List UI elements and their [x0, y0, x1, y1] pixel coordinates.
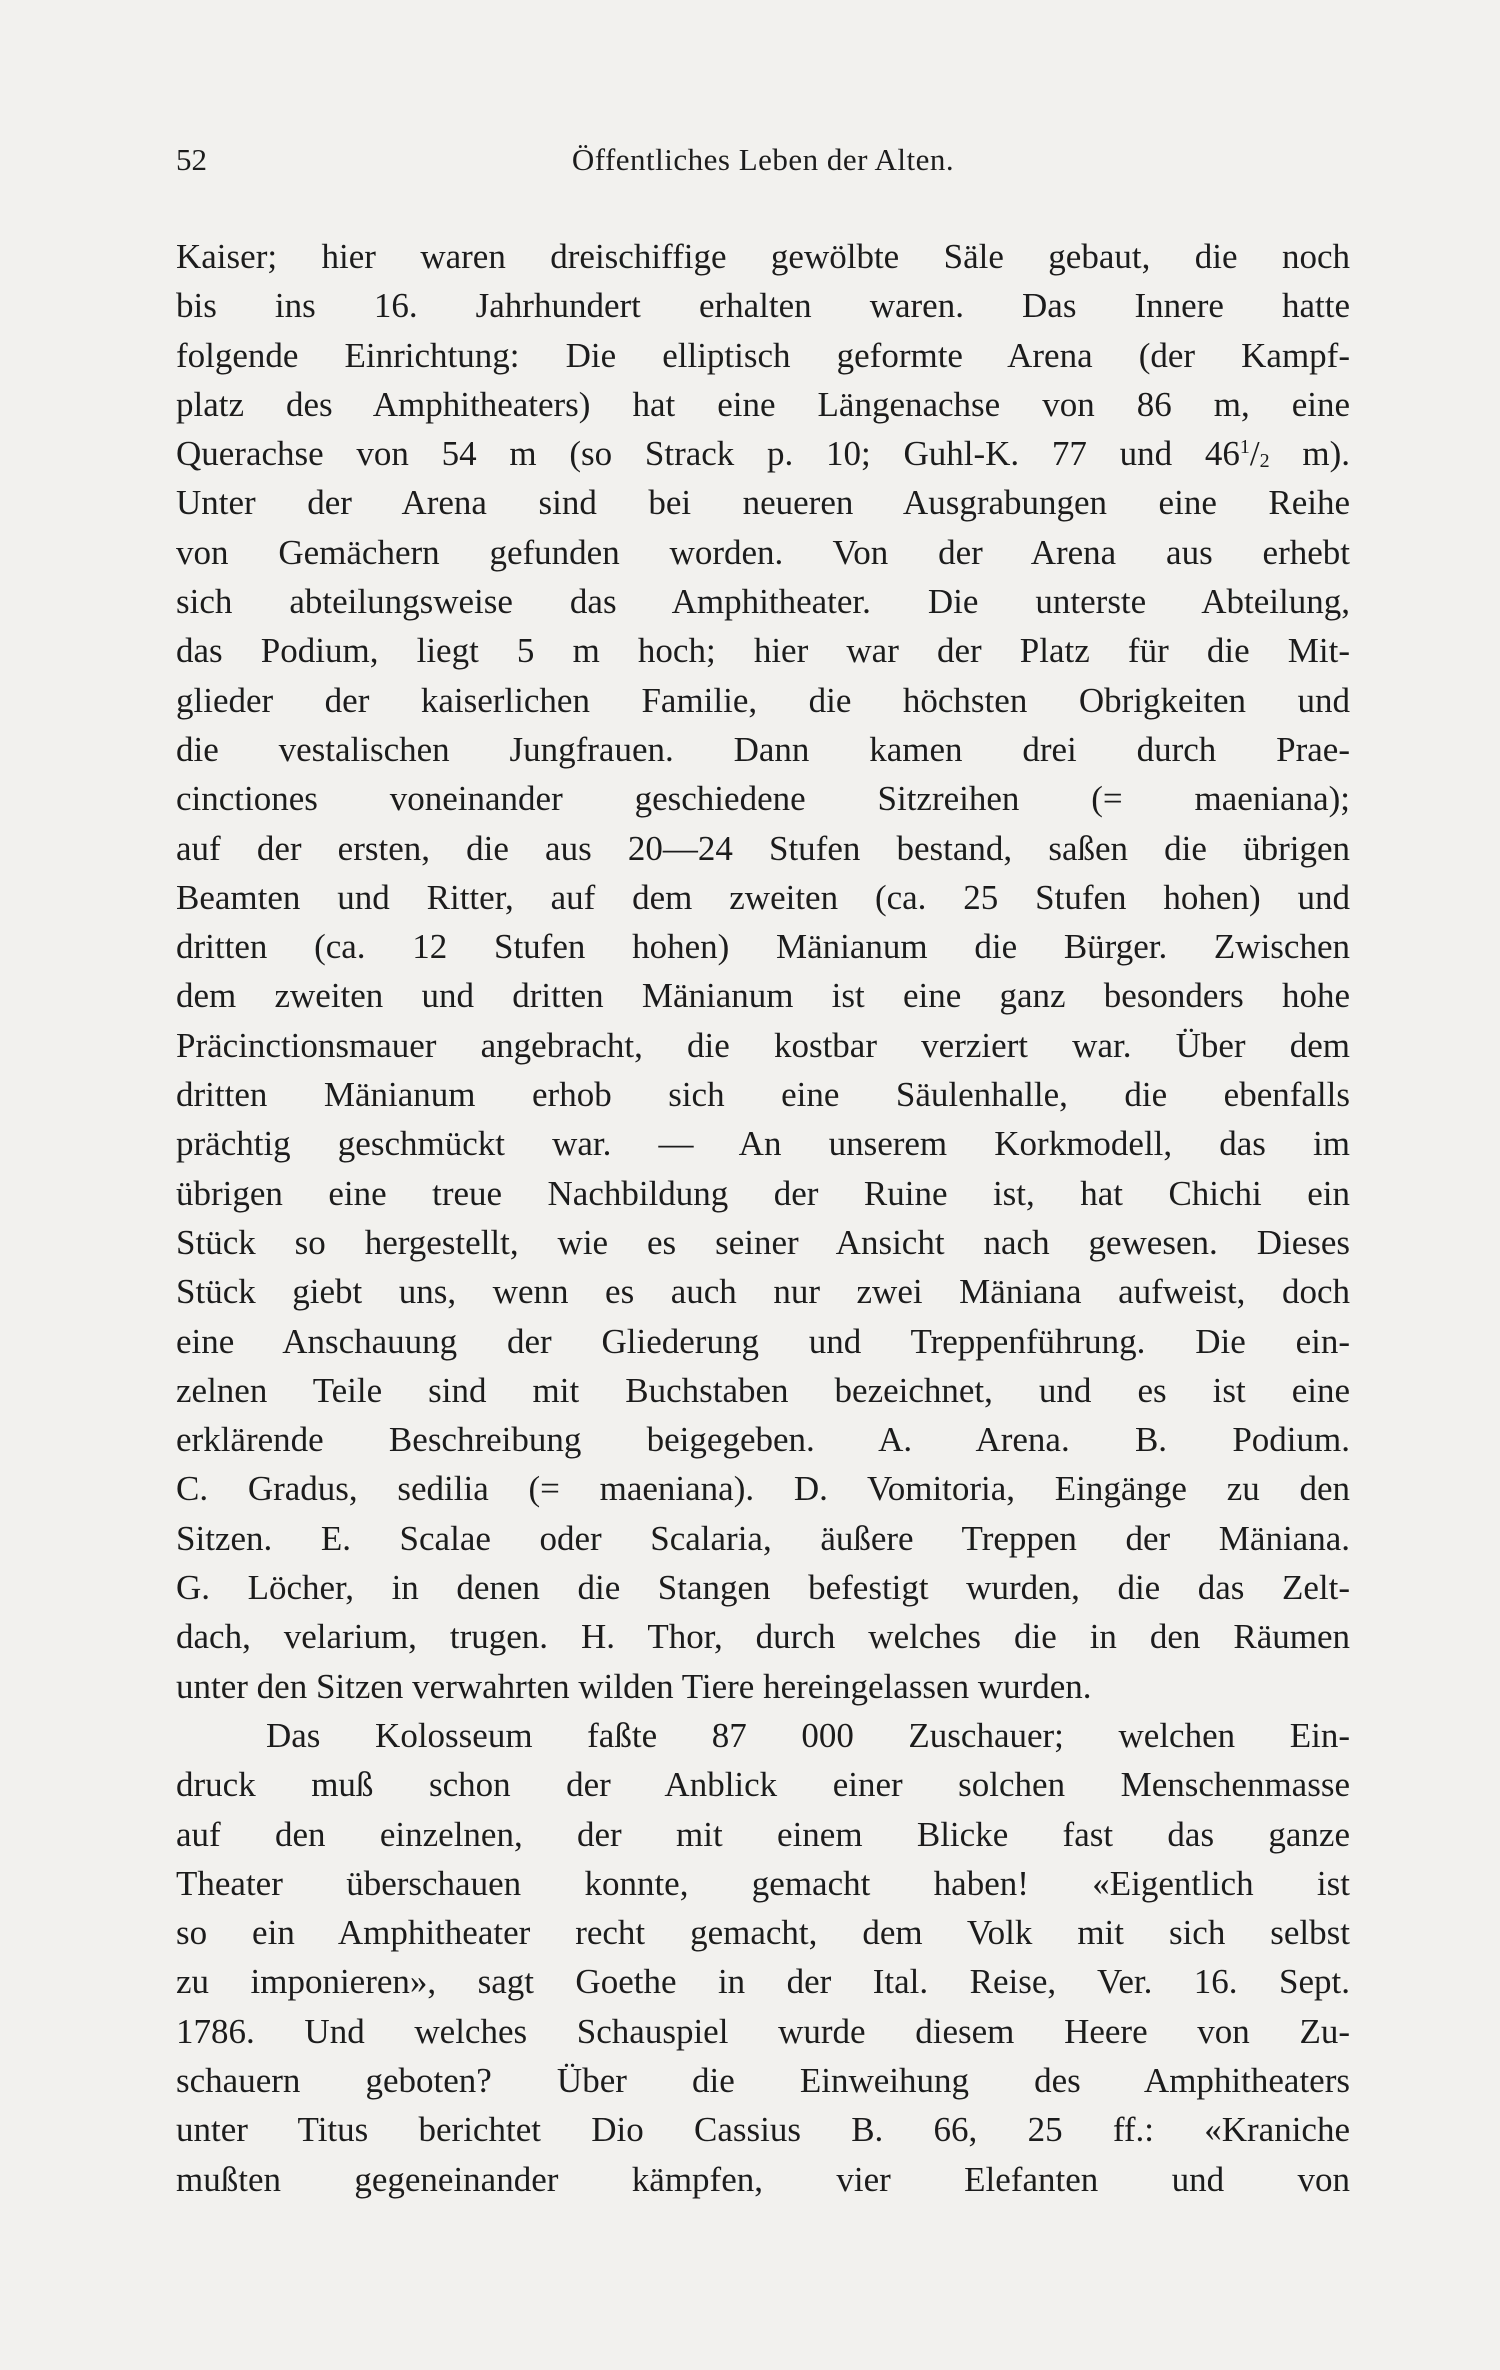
body-text — [176, 232, 1350, 2204]
text-line: schauern geboten? Über die Einweihung des Amphitheaters — [176, 2060, 1350, 2100]
text-line: Theater überschauen konnte, gemacht haben! «Eigentlich ist — [176, 1863, 1350, 1903]
text-line: Präcinctionsmauer angebracht, die kostbar verziert war. Über dem — [176, 1025, 1350, 1065]
text-line: von Gemächern gefunden worden. Von der Arena aus erhebt — [176, 532, 1350, 572]
text-line: so ein Amphitheater recht gemacht, dem Volk mit sich selbst — [176, 1913, 1350, 1953]
text-line: 1786. Und welches Schauspiel wurde diesem Heere von Zu- — [176, 2011, 1350, 2051]
text-line: mußten gegeneinander kämpfen, vier Elefanten und von — [176, 2159, 1350, 2199]
text-line: glieder der kaiserlichen Familie, die höchsten Obrigkeiten und — [176, 680, 1350, 720]
text-line: prächtig geschmückt war. — An unserem Korkmodell, das im — [176, 1124, 1350, 1164]
fraction-denominator: 2 — [1259, 450, 1270, 473]
text-line: dritten Mänianum erhob sich eine Säulenhalle, die ebenfalls — [176, 1075, 1350, 1115]
text-line: cinctiones voneinander geschiedene Sitzreihen (= maeniana); — [176, 779, 1350, 819]
text-line: G. Löcher, in denen die Stangen befestigt wurden, die das Zelt- — [176, 1568, 1350, 1608]
text-line: dritten (ca. 12 Stufen hohen) Mänianum die Bürger. Zwischen — [176, 927, 1350, 967]
running-title: Öffentliches Leben der Alten. — [571, 142, 955, 177]
page-number: 52 — [176, 142, 207, 177]
text-line: eine Anschauung der Gliederung und Treppenführung. Die ein- — [176, 1321, 1350, 1361]
text-line: zu imponieren», sagt Goethe in der Ital. Reise, Ver. 16. Sept. — [176, 1962, 1350, 2002]
text-line: erklärende Beschreibung beigegeben. A. Arena. B. Podium. — [176, 1420, 1350, 1460]
text-line: Sitzen. E. Scalae oder Scalaria, äußere Treppen der Mäniana. — [176, 1518, 1350, 1558]
paragraph-last-line: unter den Sitzen verwahrten wilden Tiere hereingelassen wurden. — [176, 1666, 1092, 1706]
text-line: die vestalischen Jungfrauen. Dann kamen drei durch Prae- — [176, 729, 1350, 769]
text-line-with-fraction: Querachse von 54 m (so Strack p. 10; Guhl-K. 77 und $46^1/_2$ m). — [176, 434, 1350, 474]
text-line-end: m). — [1269, 434, 1350, 474]
text-line: auf der ersten, die aus 20—24 Stufen bestand, saßen die übrigen — [176, 828, 1350, 868]
text-line: bis ins 16. Jahrhundert erhalten waren. Das Innere hatte — [176, 286, 1350, 326]
running-head — [176, 138, 1350, 182]
text-line: auf den einzelnen, der mit einem Blicke fast das ganze — [176, 1814, 1350, 1854]
text-line: Stück giebt uns, wenn es auch nur zwei Mäniana aufweist, doch — [176, 1272, 1350, 1312]
text-line: platz des Amphitheaters) hat eine Längenachse von 86 m, eine — [176, 384, 1350, 424]
fraction-numerator: 1 — [1239, 436, 1250, 459]
text-line: C. Gradus, sedilia (= maeniana). D. Vomitoria, Eingänge zu den — [176, 1469, 1350, 1509]
text-line: dem zweiten und dritten Mänianum ist eine ganz besonders hohe — [176, 976, 1350, 1016]
text-line: übrigen eine treue Nachbildung der Ruine ist, hat Chichi ein — [176, 1173, 1350, 1213]
text-line: dach, velarium, trugen. H. Thor, durch welches die in den Räumen — [176, 1617, 1350, 1657]
text-line: druck muß schon der Anblick einer solchen Menschenmasse — [176, 1765, 1350, 1805]
text-line: folgende Einrichtung: Die elliptisch geformte Arena (der Kampf- — [176, 335, 1350, 375]
text-line: zelnen Teile sind mit Buchstaben bezeichnet, und es ist eine — [176, 1370, 1350, 1410]
text-line: Kaiser; hier waren dreischiffige gewölbte Säle gebaut, die noch — [176, 237, 1350, 276]
text-line: Unter der Arena sind bei neueren Ausgrabungen eine Reihe — [176, 483, 1350, 523]
paragraph-first-line: Das Kolosseum faßte 87 000 Zuschauer; welchen Ein- — [266, 1715, 1350, 1755]
text-line: sich abteilungsweise das Amphitheater. Die unterste Abteilung, — [176, 582, 1350, 622]
text-line: Beamten und Ritter, auf dem zweiten (ca. 25 Stufen hohen) und — [176, 877, 1350, 917]
text-line-start: Querachse von 54 m (so Strack p. 10; Guhl-K. 77 und 46 — [176, 434, 1240, 474]
text-line: Stück so hergestellt, wie es seiner Ansicht nach gewesen. Dieses — [176, 1222, 1350, 1262]
text-line: das Podium, liegt 5 m hoch; hier war der Platz für die Mit- — [176, 631, 1350, 671]
text-line: unter Titus berichtet Dio Cassius B. 66, 25 ff.: «Kraniche — [176, 2110, 1350, 2150]
